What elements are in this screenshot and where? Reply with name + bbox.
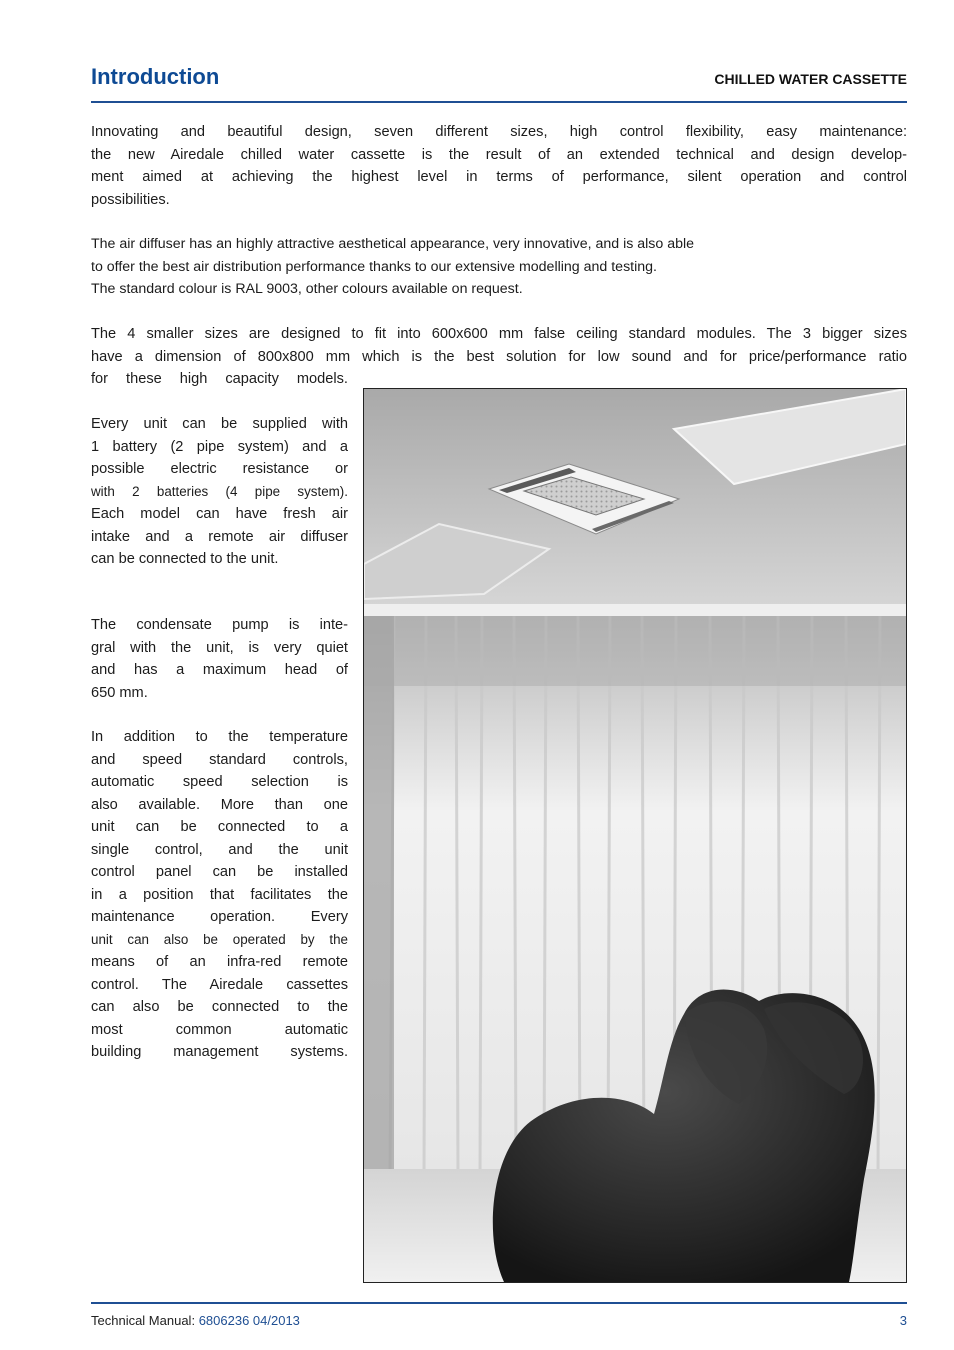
sizes-line: The 4 smaller sizes are designed to fit into 600x600 mm false ceiling standard modules. The 3 bigger sizes bbox=[91, 326, 907, 342]
battery-line: with 2 batteries (4 pipe system). bbox=[91, 483, 348, 499]
controls-line: unit can also be operated by the bbox=[91, 931, 348, 947]
battery-line: can be connected to the unit. bbox=[91, 551, 279, 567]
controls-line: means of an infra-red remote bbox=[91, 954, 348, 970]
sizes-paragraph bbox=[91, 323, 907, 391]
controls-line: control. The Airedale cassettes bbox=[91, 976, 348, 993]
pump-line: gral with the unit, is very quiet bbox=[91, 639, 348, 656]
product-name: CHILLED WATER CASSETTE bbox=[714, 71, 907, 87]
controls-line: automatic speed selection is bbox=[91, 774, 348, 790]
controls-paragraph bbox=[91, 726, 348, 1064]
header-rule bbox=[91, 101, 907, 103]
intro-line: the new Airedale chilled water cassette is the result of an extended technical and design develop- bbox=[91, 146, 907, 163]
pump-paragraph bbox=[91, 614, 348, 704]
controls-line: In addition to the temperature bbox=[91, 729, 348, 745]
controls-line: maintenance operation. Every bbox=[91, 909, 348, 925]
footer-manual bbox=[91, 1313, 300, 1328]
diffuser-line: to offer the best air distribution performance thanks to our extensive modelling and testing. bbox=[91, 258, 657, 275]
controls-line: unit can be connected to a bbox=[91, 819, 348, 835]
page-title: Introduction bbox=[91, 64, 220, 89]
manual-reference: 6806236 04/2013 bbox=[198, 1313, 300, 1328]
battery-line: Every unit can be supplied with bbox=[91, 416, 348, 432]
controls-line: single control, and the unit bbox=[91, 841, 348, 858]
controls-line: can also be connected to the bbox=[91, 999, 348, 1015]
controls-line: and speed standard controls, bbox=[91, 751, 348, 768]
diffuser-line: The air diffuser has an highly attractive aesthetical appearance, very innovative, and is also able bbox=[91, 236, 695, 252]
pump-line: 650 mm. bbox=[91, 684, 148, 701]
intro-line: possibilities. bbox=[91, 191, 170, 208]
sizes-line: for these high capacity models. bbox=[91, 371, 348, 387]
controls-line: building management systems. bbox=[91, 1044, 348, 1060]
diffuser-paragraph bbox=[91, 233, 907, 301]
diffuser-line: The standard colour is RAL 9003, other colours available on request. bbox=[91, 281, 523, 297]
controls-line: most common automatic bbox=[91, 1021, 348, 1038]
battery-line: possible electric resistance or bbox=[91, 461, 348, 477]
intro-line: ment aimed at achieving the highest level in terms of performance, silent operation and control bbox=[91, 169, 907, 185]
sizes-line: have a dimension of 800x800 mm which is the best solution for low sound and for price/performance ratio bbox=[91, 348, 907, 365]
page-number: 3 bbox=[899, 1313, 907, 1328]
controls-line: in a position that facilitates the bbox=[91, 886, 348, 903]
room-photo bbox=[363, 388, 907, 1283]
intro-paragraph bbox=[91, 121, 907, 211]
intro-line: Innovating and beautiful design, seven different sizes, high control flexibility, easy maintenance: bbox=[91, 124, 907, 140]
battery-line: Each model can have fresh air bbox=[91, 506, 348, 522]
controls-line: also available. More than one bbox=[91, 796, 348, 813]
battery-paragraph bbox=[91, 413, 348, 571]
manual-label: Technical Manual: bbox=[91, 1313, 196, 1328]
pump-line: and has a maximum head of bbox=[91, 662, 348, 678]
battery-line: 1 battery (2 pipe system) and a bbox=[91, 438, 348, 455]
battery-line: intake and a remote air diffuser bbox=[91, 528, 348, 545]
footer-rule bbox=[91, 1302, 907, 1304]
controls-line: control panel can be installed bbox=[91, 864, 348, 880]
pump-line: The condensate pump is inte- bbox=[91, 617, 348, 633]
